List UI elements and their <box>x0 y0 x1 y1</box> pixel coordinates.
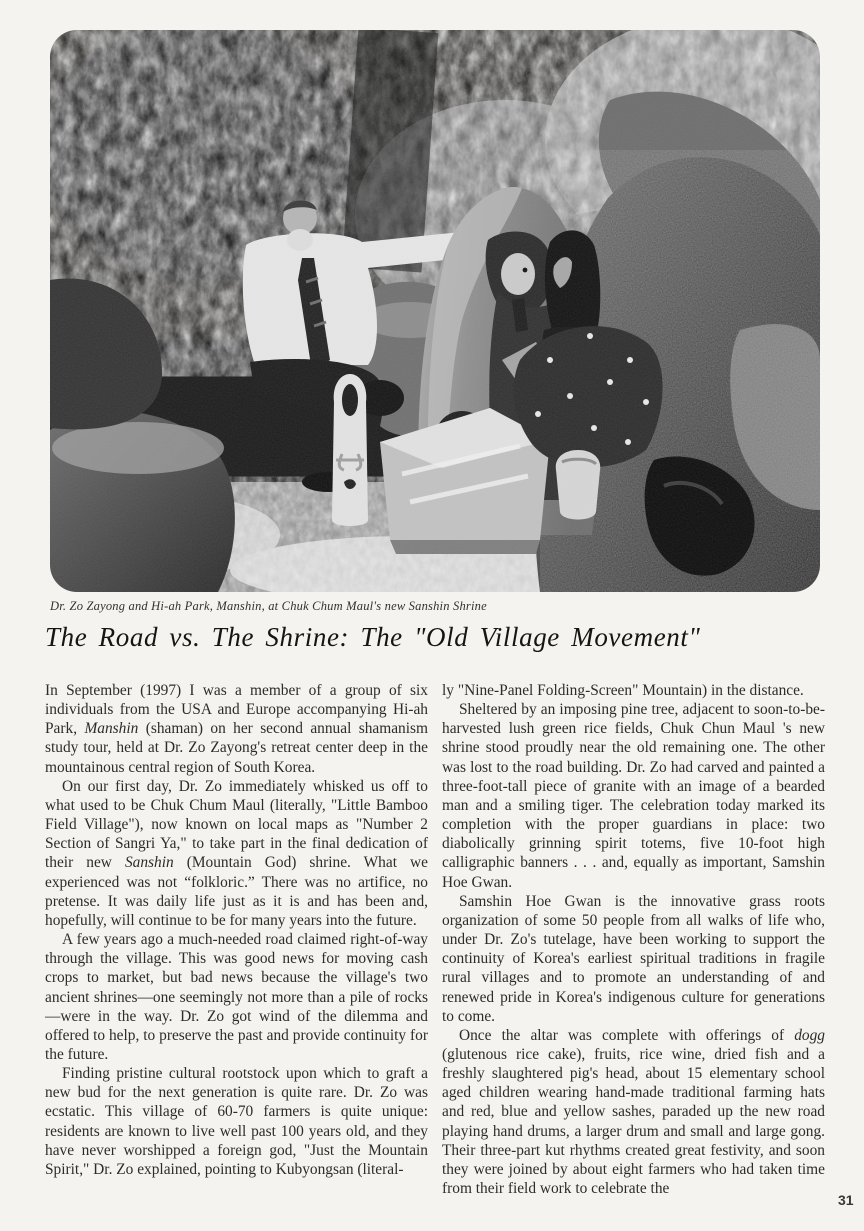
text-segment: Sanshin <box>124 854 174 872</box>
paragraph <box>45 1064 428 1179</box>
text-segment: ly "Nine-Panel Folding-Screen" Mountain) in the distance. <box>442 682 804 699</box>
text-segment: (Mountain God) shrine. What we experienced was not “folkloric.” There was no artifice, no pretense. It was daily life just as it is and has been and, hopefully, will continue to be for many years into the future. <box>45 854 428 929</box>
left-column <box>45 681 428 1198</box>
photo-caption <box>50 599 820 614</box>
paragraph <box>45 681 428 777</box>
text-segment: Finding pristine cultural rootstock upon which to graft a new bud for the next generation is quite rare. Dr. Zo was ecstatic. This village of 60-70 farmers is quite unique: residents are known to live well past 100 years old, and they have never worshipped a foreign god, "Just the Mountain Spirit," Dr. Zo explained, pointing to Kubyongsan (literal- <box>45 1065 428 1178</box>
right-column <box>442 681 825 1198</box>
shrine-photograph <box>50 30 820 592</box>
paragraph <box>45 777 428 930</box>
text-segment: (glutenous rice cake), fruits, rice wine, dried fish and a freshly slaughtered pig's head, about 15 elementary school aged children wearing hand-made traditional farming hats and red, blue and yellow sashes, paraded up the new road playing hand drums, a larger drum and small and large gong. Their three-part kut rhythms created great festivity, and soon they were joined by about eight farmers who had taken time from their field work to celebrate the <box>442 1045 825 1198</box>
article-body <box>45 681 825 1198</box>
text-segment: Manshin <box>84 720 139 738</box>
photo-canvas <box>50 30 820 592</box>
text-segment: In September (1997) I was a member of a group of six individuals from the USA and Europe accompanying Hi-ah Park, <box>45 682 428 738</box>
paragraph <box>442 700 825 892</box>
article-title: The Road vs. The Shrine: The "Old Village Movement" <box>45 622 701 652</box>
paragraph <box>442 681 825 700</box>
text-segment: dogg <box>794 1026 825 1044</box>
paragraph <box>45 930 428 1064</box>
text-segment: Manshin, <box>213 599 269 613</box>
text-segment: at Chuk Chum Maul's new Sanshin Shrine <box>268 599 487 613</box>
text-segment: Once the altar was complete with offerings of <box>459 1026 795 1044</box>
text-segment: Dr. Zo Zayong and Hi-ah Park, <box>50 599 214 613</box>
text-segment: Samshin Hoe Gwan is the innovative grass roots organization of some 50 people from all walks of life who, under Dr. Zo's tutelage, have been working to support the continuity of Korea's earliest spiritual traditions in fragile rural villages and to promote an understanding of and renewed pride in Korea's indigenous culture for generations to come. <box>442 892 825 1025</box>
photo-grain <box>50 30 820 592</box>
text-segment: Sheltered by an imposing pine tree, adjacent to soon-to-be-harvested lush green rice fields, Chuk Chun Maul 's new shrine stood proudly near the old remaining one. The other was lost to the road building. Dr. Zo had carved and painted a three-foot-tall piece of granite with an image of a bearded man and a smiling tiger. The celebration today marked its completion with the proper guardians in place: two diabolically grinning spirit totems, five 10-foot high calligraphic banners . . . and, equally as important, Samshin Hoe Gwan. <box>442 701 825 891</box>
paragraph <box>442 1026 825 1198</box>
text-segment: (shaman) on her second annual shamanism study tour, held at Dr. Zo Zayong's retreat center deep in the mountainous central region of South Korea. <box>45 720 428 776</box>
text-segment: A few years ago a much-needed road claimed right-of-way through the village. This was good news for moving cash crops to market, but bad news because the village's two ancient shrines—one seemingly not more than a pile of rocks—were in the way. Dr. Zo got wind of the dilemma and offered to help, to preserve the past and provide continuity for the future. <box>45 931 428 1063</box>
page-number: 31 <box>838 1192 854 1208</box>
text-segment: On our first day, Dr. Zo immediately whisked us off to what used to be Chuk Chum Maul (literally, "Little Bamboo Field Village"), now known on local maps as "Number 2 Section of Sangri Ya," to take part in the final dedication of their new <box>45 777 428 872</box>
paragraph <box>442 892 825 1026</box>
